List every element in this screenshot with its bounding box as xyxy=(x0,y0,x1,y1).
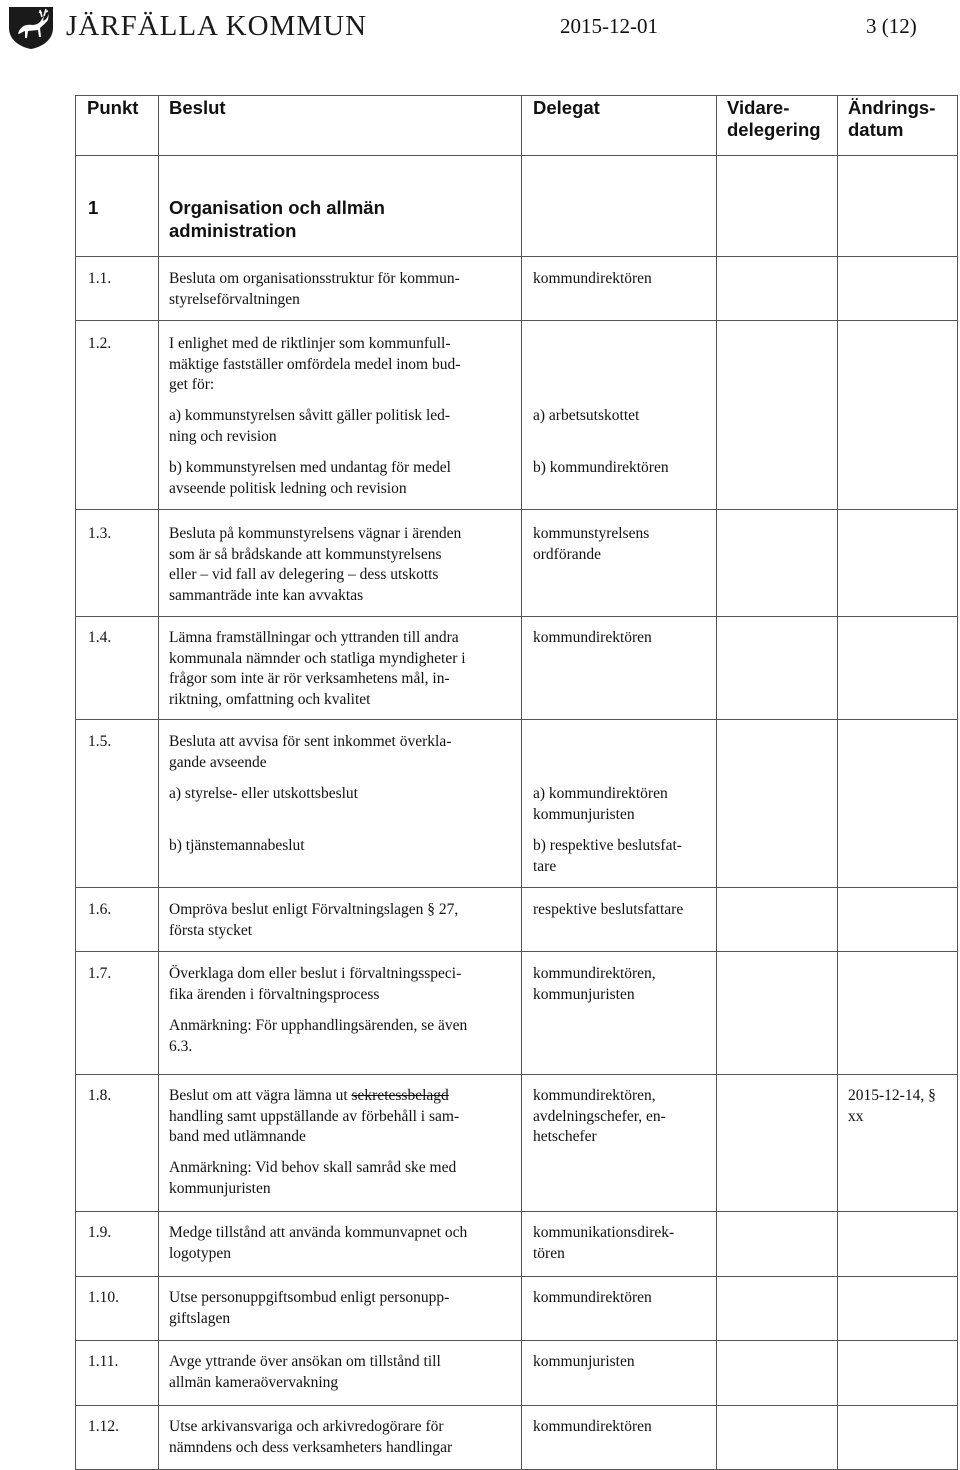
municipality-logo-text: JÄRFÄLLA KOMMUN xyxy=(66,10,368,42)
section-row xyxy=(76,156,957,257)
delegate-text-b: b) respektive beslutsfat- tare xyxy=(533,837,682,875)
table-row xyxy=(76,510,957,617)
decision-note: Anmärkning: Vid behov skall samråd ske med kommunjuristen xyxy=(169,1159,457,1197)
delegate-text: kommunikationsdirek- tören xyxy=(533,1224,675,1262)
decision-subitem-a: a) styrelse- eller utskottsbeslut xyxy=(169,785,358,802)
delegate-text: kommundirektören xyxy=(533,1418,652,1435)
table-row xyxy=(76,321,957,510)
row-number: 1.9. xyxy=(88,1224,112,1241)
row-number: 1.5. xyxy=(88,733,112,750)
delegate-text-a: a) arbetsutskottet xyxy=(533,407,640,424)
delegate-text-a: a) kommundirektören kommunjuristen xyxy=(533,785,668,823)
row-number: 1.10. xyxy=(88,1289,119,1306)
decision-text: I enlighet med de riktlinjer som kommunfull- mäktige fastställer omfördela medel inom bud- get för: xyxy=(169,335,461,393)
decision-text: Utse personuppgiftsombud enligt personupp- giftslagen xyxy=(169,1289,450,1327)
decision-text: Överklaga dom eller beslut i förvaltningsspeci- fika ärenden i förvaltningsprocess xyxy=(169,965,462,1003)
page-header xyxy=(0,0,960,60)
decision-note: Anmärkning: För upphandlingsärenden, se även 6.3. xyxy=(169,1017,468,1055)
row-number: 1.1. xyxy=(88,270,112,287)
column-header-delegat: Delegat xyxy=(533,97,600,118)
document-date: 2015-12-01 xyxy=(560,14,658,38)
table-row xyxy=(76,1075,957,1212)
decision-text: Beslut om att vägra lämna ut sekretessbelagd handling samt uppställande av förbehåll i sam- band med utlämnande xyxy=(169,1087,460,1145)
delegate-text: kommunjuristen xyxy=(533,1353,635,1370)
section-title: Organisation och allmän administration xyxy=(169,197,385,241)
table-row xyxy=(76,1212,957,1277)
table-row xyxy=(76,720,957,888)
column-header-beslut: Beslut xyxy=(169,97,226,118)
decision-subitem-a: a) kommunstyrelsen såvitt gäller politisk led- ning och revision xyxy=(169,407,451,445)
table-row xyxy=(76,888,957,952)
table-row xyxy=(76,617,957,720)
row-number: 1.6. xyxy=(88,901,112,918)
decision-text: Medge tillstånd att använda kommunvapnet och logotypen xyxy=(169,1224,468,1262)
table-row xyxy=(76,952,957,1075)
column-header-vidaredelegering: Vidare- delegering xyxy=(727,97,821,140)
table-header xyxy=(76,96,957,156)
page-number: 3 (12) xyxy=(866,14,917,38)
row-number: 1.4. xyxy=(88,629,112,646)
delegate-text: kommundirektören xyxy=(533,1289,652,1306)
row-number: 1.3. xyxy=(88,525,112,542)
delegate-text: kommundirektören xyxy=(533,629,652,646)
decision-text: Lämna framställningar och yttranden till andra kommunala nämnder och statliga myndigheter i frågor som inte är rör verksamhetens mål, in- riktning, omfattning och kvalitet xyxy=(169,629,466,708)
coat-of-arms-icon xyxy=(6,4,56,50)
delegation-table xyxy=(75,95,958,1470)
delegate-text: kommundirektören, kommunjuristen xyxy=(533,965,656,1003)
delegate-text: kommundirektören, avdelningschefer, en- hetschefer xyxy=(533,1087,666,1145)
row-number: 1.2. xyxy=(88,335,112,352)
row-number: 1.8. xyxy=(88,1087,112,1104)
row-number: 1.11. xyxy=(88,1353,119,1370)
table-row xyxy=(76,1277,957,1341)
table-row xyxy=(76,257,957,321)
delegate-text: kommunstyrelsens ordförande xyxy=(533,525,650,563)
decision-text: Besluta att avvisa för sent inkommet överkla- gande avseende xyxy=(169,733,452,771)
decision-text: Ompröva beslut enligt Förvaltningslagen § 27, första stycket xyxy=(169,901,459,939)
decision-subitem-b: b) tjänstemannabeslut xyxy=(169,837,305,854)
struck-text: sekretessbelagd xyxy=(351,1087,449,1104)
row-number: 1.12. xyxy=(88,1418,119,1435)
column-header-punkt: Punkt xyxy=(87,97,139,118)
decision-subitem-b: b) kommunstyrelsen med undantag för medel avseende politisk ledning och revision xyxy=(169,459,451,497)
column-header-andringsdatum: Ändrings- datum xyxy=(848,97,936,140)
table-row xyxy=(76,1406,957,1470)
section-number: 1 xyxy=(88,197,99,218)
delegate-text: respektive beslutsfattare xyxy=(533,901,684,918)
table-row xyxy=(76,1341,957,1406)
delegate-text-b: b) kommundirektören xyxy=(533,459,669,476)
decision-text: Utse arkivansvariga och arkivredogörare för nämndens och dess verksamheters handlingar xyxy=(169,1418,453,1456)
row-number: 1.7. xyxy=(88,965,112,982)
delegate-text: kommundirektören xyxy=(533,270,652,287)
change-date: 2015-12-14, § xx xyxy=(848,1087,936,1125)
decision-text: Besluta på kommunstyrelsens vägnar i ärenden som är så brådskande att kommunstyrelsens eller – vid fall av delegering – dess utskotts sammanträde inte kan avvaktas xyxy=(169,525,462,604)
decision-text: Besluta om organisationsstruktur för kommun- styrelseförvaltningen xyxy=(169,270,460,308)
decision-text: Avge yttrande över ansökan om tillstånd till allmän kameraövervakning xyxy=(169,1353,441,1391)
